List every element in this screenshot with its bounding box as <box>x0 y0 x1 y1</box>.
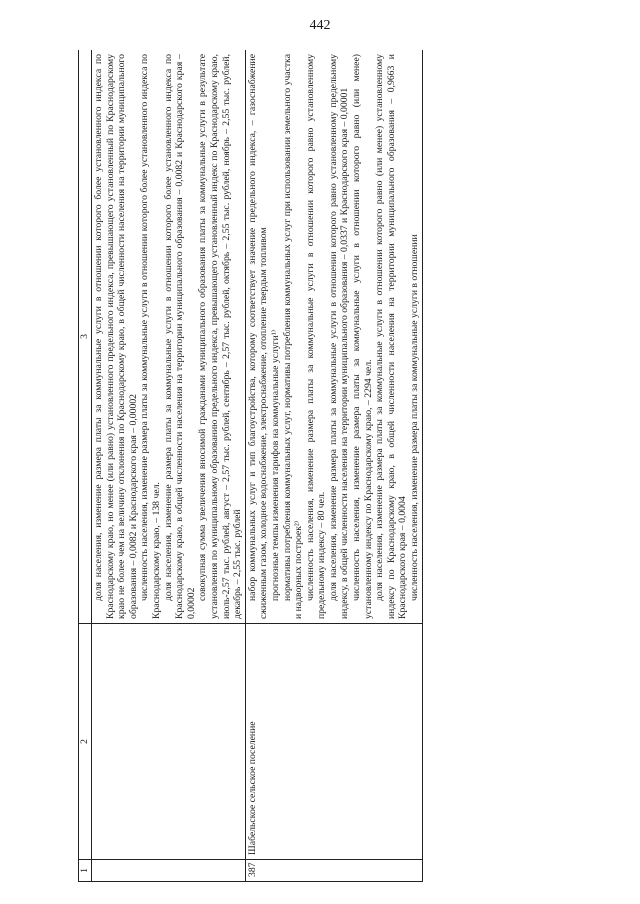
row-number: 387 <box>245 860 422 882</box>
detail-paragraph: численность населения, изменение размера платы за коммунальные услуги в отношении которого равно установленному предельному индексу – 80 чел. <box>304 54 328 619</box>
rotated-table-container <box>78 50 548 882</box>
municipality-name <box>92 624 246 860</box>
detail-paragraph: прогнозные темпы изменения тарифов на коммунальные услуги¹⁾ <box>269 329 281 601</box>
detail-paragraph: численность населения, изменение размера платы за коммунальные услуги в отношении которого равно (или менее) установленному индексу по Краснодарскому краю, – 2294 чел. <box>351 54 374 619</box>
row-number <box>92 860 246 882</box>
table-row-continued <box>92 50 246 882</box>
table-row-387 <box>245 50 422 882</box>
detail-paragraph: нормативы потребления коммунальных услуг, нормативы потребления коммунальных услуг при использовании земельного участка и надворных построек²⁾ <box>281 54 305 619</box>
header-col-3: 3 <box>79 50 92 624</box>
page-number: 442 <box>309 18 331 33</box>
detail-paragraph: доля населения, изменение размера платы за коммунальные услуги в отношении которого равно установленному предельному индексу, в общей численности населения на территории муниципального образования – 0,0337 и Краснодарского края – 0,00001 <box>327 54 351 619</box>
detail-paragraph: набор коммунальных услуг и тип благоустройства, которому соответствует значение предельного индекса, – газоснабжение сжиженным газом, холодное водоснабжение, электроснабжение, отопление твердым топливом <box>246 54 270 619</box>
tariff-table <box>78 50 423 882</box>
detail-paragraph: численность населения, изменение размера платы за коммунальные услуги в отношении которого более установленного индекса по Краснодарскому краю, – 138 чел. <box>139 54 162 619</box>
detail-paragraph: доля населения, изменение размера платы за коммунальные услуги в отношении которого более установленного индекса по Краснодарскому краю, но менее (или равно) установленного предельного индекса, превышающего установленный по Краснодарскому краю не более чем на величину отклонения по Краснодарскому краю, в общей численности населения на территории муниципального образования – 0,0082 и Краснодарского края – 0,00002 <box>93 54 139 619</box>
detail-paragraph: доля населения, изменение размера платы за коммунальные услуги в отношении которого равно (или менее) установленному индексу по Краснодарскому краю, в общей численности населения на территории муниципального образования – 0,9663 и Краснодарского края – 0,0004 <box>374 54 409 619</box>
detail-paragraph: численность населения, изменение размера платы за коммунальные услуги в отношении <box>409 234 421 601</box>
detail-paragraph: совокупная сумма увеличения вносимой гражданами муниципального образования платы за коммунальные услуги в результате установления по муниципальному образованию предельного индекса, превышающего установленный индекс по Краснодарскому краю, июль-2,57 тыс. рублей, август – 2,57 тыс. рублей, сентябрь – 2,57 тыс. рублей, октябрь – 2,55 тыс. рублей, ноябрь – 2,55 тыс. рублей, декабрь – 2,55 тыс. рублей <box>197 54 244 619</box>
header-row <box>79 50 92 882</box>
header-col-2: 2 <box>79 624 92 860</box>
header-col-1: 1 <box>79 860 92 882</box>
municipality-name: Шабельское сельское поселение <box>245 624 422 860</box>
rotated-table-frame <box>78 50 548 882</box>
detail-paragraph: доля населения, изменение размера платы за коммунальные услуги в отношении которого более установленного индекса по Краснодарскому краю, в общей численности населения на территории муниципального образования – 0,0082 и Краснодарского края – 0,00002 <box>162 54 197 619</box>
row-details <box>245 50 422 624</box>
row-details <box>92 50 246 624</box>
